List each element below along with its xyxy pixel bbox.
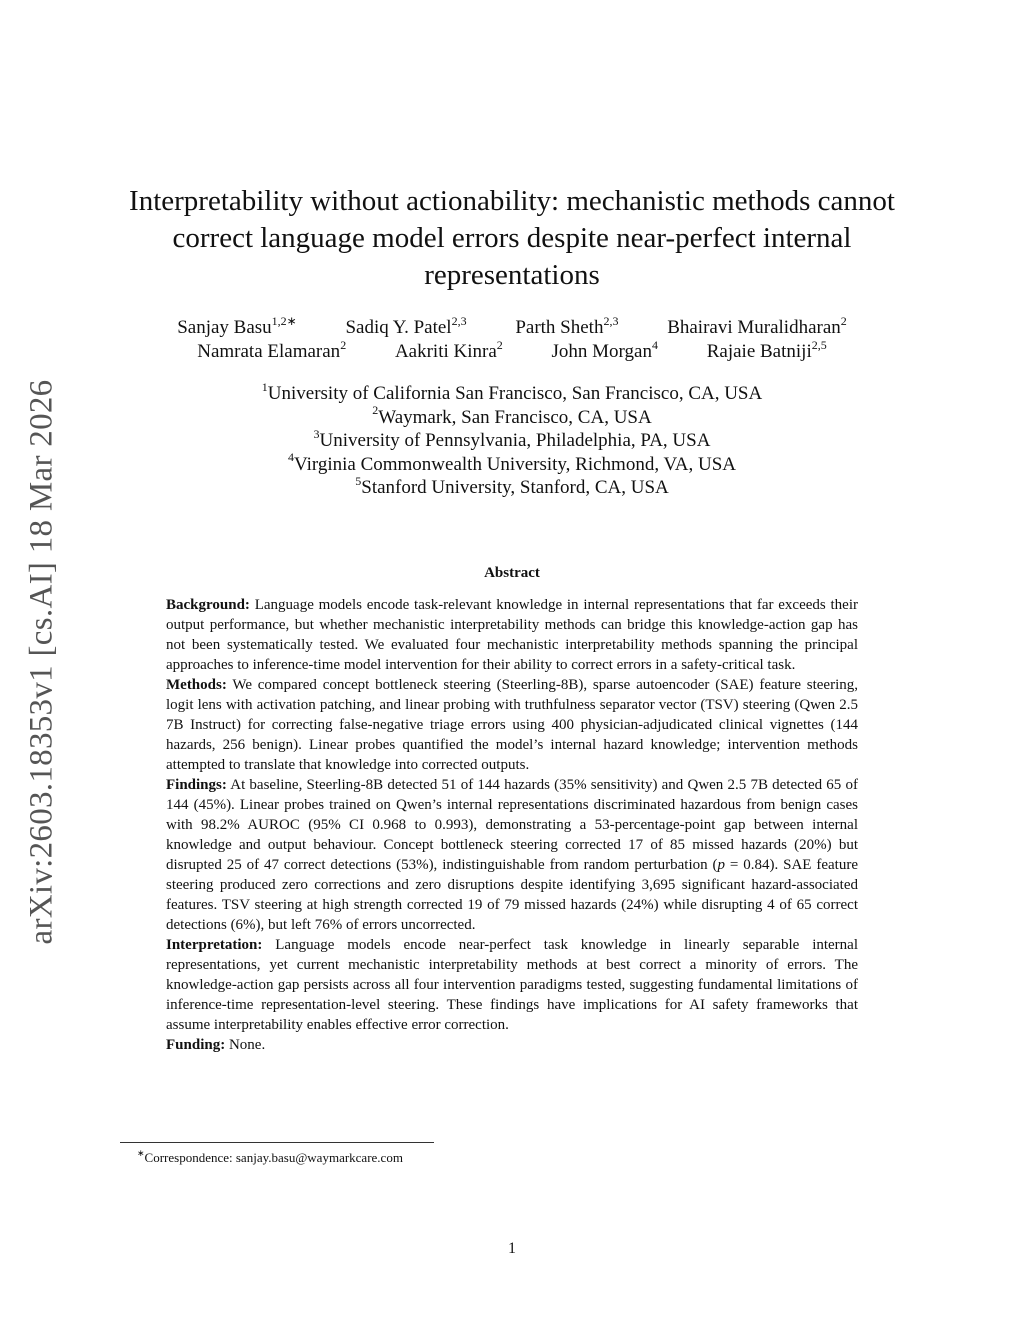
author: Rajaie Batniji$^{2,5}$ bbox=[706, 337, 827, 362]
abstract-findings: Findings: At baseline, Steerling-8B detected 51 of 144 hazards (35% sensitivity) and Qwen 2.5 7B detected 65 of 144 (45%). Linear probes trained on Qwen’s internal representations discriminated hazardous from benign cases with 98.2% AUROC (95% CI 0.968 to 0.993), demonstrating a 53-percentage-point gap between internal knowledge and output behaviour. Concept bottleneck steering corrected 17 of 85 missed hazards (20%) but disrupted 25 of 47 correct detections (53%), indistinguishable from random perturbation (p = 0.84). SAE feature steering produced zero corrections and zero disruptions despite identifying 3,695 significant hazard-associated features. TSV steering at high strength corrected 19 of 79 missed hazards (24%) while disrupting 4 of 65 correct detections (6%), but left 76% of errors uncorrected. bbox=[166, 777, 858, 933]
arxiv-identifier: arXiv:2603.18353v1 [cs.AI] 18 Mar 2026 bbox=[23, 379, 60, 945]
paper-title: Interpretability without actionability: mechanistic methods cannot correct language model errors despite near-perfect internal representations bbox=[129, 185, 895, 291]
author: Bhairavi Muralidharan$^2$ bbox=[667, 313, 847, 338]
abstract-body bbox=[166, 595, 858, 1055]
affiliation: $^2$Waymark, San Francisco, CA, USA bbox=[372, 403, 652, 428]
author: Aakriti Kinra$^2$ bbox=[394, 337, 503, 362]
affiliations bbox=[100, 379, 924, 500]
author: John Morgan$^4$ bbox=[551, 337, 658, 362]
affiliation: $^3$University of Pennsylvania, Philadelphia, PA, USA bbox=[313, 426, 711, 451]
author: Parth Sheth$^{2,3}$ bbox=[515, 313, 619, 338]
page-number: 1 bbox=[508, 1240, 516, 1257]
author: Sanjay Basu$^{1,2∗}$ bbox=[177, 313, 297, 338]
author-row-2 bbox=[100, 337, 924, 363]
abstract-methods: Methods: We compared concept bottleneck steering (Steerling-8B), sparse autoencoder (SAE) feature steering, logit lens with activation patching, and linear probing with truthfulness separator vector (TSV) steering (Qwen 2.5 7B Instruct) for correcting false-negative triage errors using 400 physician-adjudicated clinical vignettes (144 hazards, 256 benign). Linear probes quantified the model’s internal hazard knowledge; intervention methods attempted to translate that knowledge into corrected outputs. bbox=[166, 677, 859, 773]
footnote-rule bbox=[120, 1142, 434, 1143]
author: Namrata Elamaran$^2$ bbox=[197, 337, 347, 362]
abstract-funding: Funding: None. bbox=[166, 1037, 266, 1053]
author: Sadiq Y. Patel$^{2,3}$ bbox=[345, 313, 467, 338]
abstract-interpretation: Interpretation: Language models encode near-perfect task knowledge in linearly separable internal representations, yet current mechanistic interpretability methods at best correct a minority of errors. The knowledge-action gap persists across all four intervention paradigms tested, suggesting fundamental limitations of inference-time representation-level steering. These findings have implications for AI safety frameworks that assume interpretability enables effective error correction. bbox=[166, 937, 859, 1033]
abstract-heading: Abstract bbox=[484, 565, 540, 581]
correspondence-footnote: ∗Correspondence: sanjay.basu@waymarkcare.com bbox=[137, 1147, 403, 1165]
affiliation: $^5$Stanford University, Stanford, CA, USA bbox=[355, 473, 669, 498]
author-row-1 bbox=[100, 313, 924, 339]
affiliation: $^4$Virginia Commonwealth University, Richmond, VA, USA bbox=[287, 450, 736, 475]
affiliation: $^1$University of California San Francisco, San Francisco, CA, USA bbox=[261, 379, 763, 404]
abstract-background: Background: Language models encode task-relevant knowledge in internal representations that far exceeds their output performance, but whether mechanistic interpretability methods can bridge this knowledge-action gap has not been systematically tested. We evaluated four mechanistic interpretability methods spanning the principal approaches to inference-time model intervention for their ability to correct errors in a safety-critical task. bbox=[166, 597, 859, 673]
